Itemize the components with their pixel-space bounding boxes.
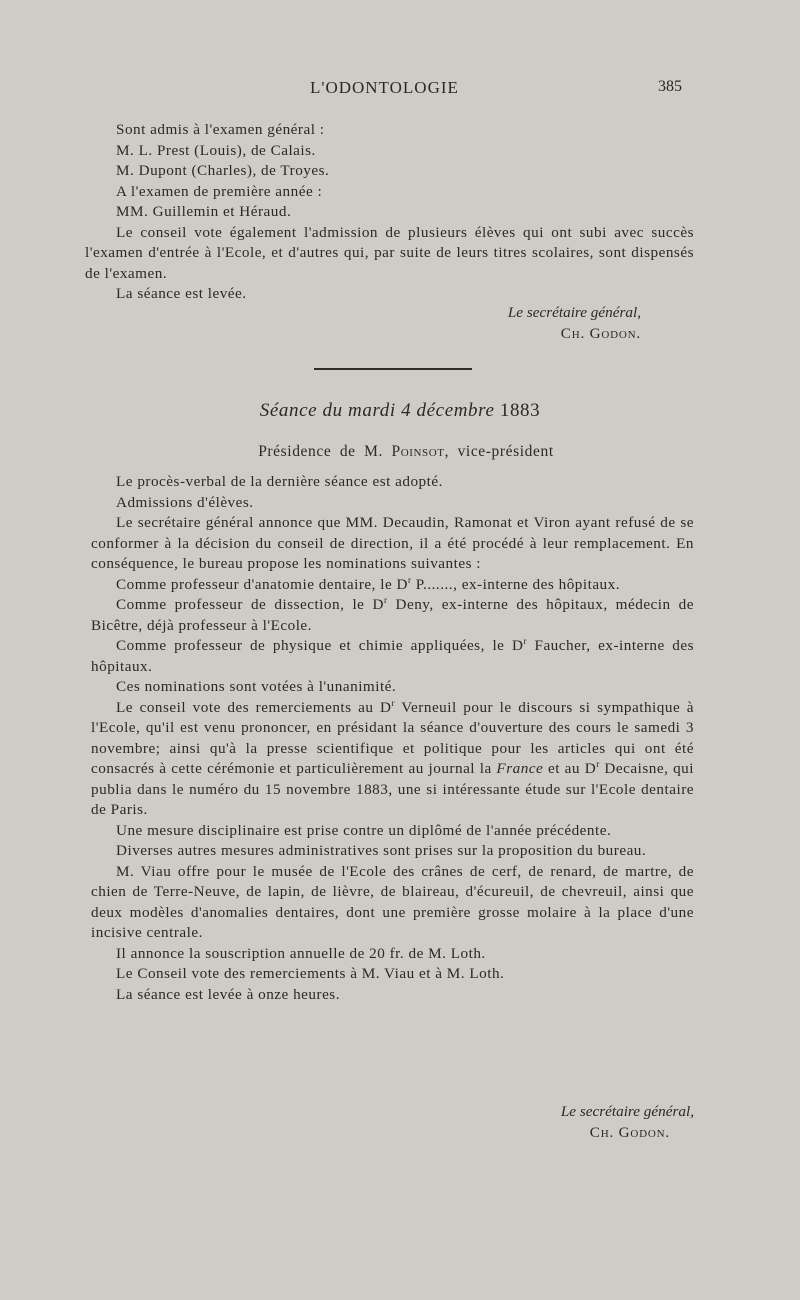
paragraph: Comme professeur d'anatomie dentaire, le $D^r$ P......., ex-interne des hôpitaux. [116,574,621,593]
signature-name: Ch. Godon. [560,325,641,342]
paragraph: Ces nominations sont votées à l'unanimité. [116,678,397,695]
signature-role: Le secrétaire général, [507,304,641,321]
second-minutes-block [91,472,695,1005]
paragraph: Diverses autres mesures administratives sont prises sur la proposition du bureau. [116,842,647,859]
paragraph: Comme professeur de dissection, le $D^r$ Deny, ex-interne des hôpitaux, médecin de Bicêtre, déjà professeur à l'Ecole. [91,594,695,634]
first-minutes-block [85,120,694,305]
paragraph: Comme professeur de physique et chimie appliquées, le $D^r$ Faucher, ex-interne des hôpitaux. [91,635,695,675]
text-line: M. L. Prest (Louis), de Calais. [116,141,316,159]
presidence-suffix: , vice-président [444,443,554,460]
page-header [0,78,800,102]
paragraph: M. Viau offre pour le musée de l'Ecole des crânes de cerf, de renard, de martre, de chien de Terre-Neuve, de lapin, de lièvre, de blaireau, d'écureuil, de chevreuil, ainsi que deux modèles d'anomalies dentaires, dont une première grosse molaire à la place d'une incisive centrale. [91,862,694,941]
paragraph: Admissions d'élèves. [116,493,254,511]
paragraph-seance-levee: La séance est levée. [116,285,247,302]
section-divider [314,368,472,370]
text-line: M. Dupont (Charles), de Troyes. [116,162,330,179]
paragraph: Il annonce la souscription annuelle de 20 fr. de M. Loth. [116,944,486,962]
session-title [0,400,800,422]
session-title-year: 1883 [499,400,541,421]
text-line: MM. Guillemin et Héraud. [116,203,292,220]
signature-role: Le secrétaire général, [560,1103,694,1120]
paragraph: Le procès-verbal de la dernière séance est adopté. [116,473,443,490]
text-line: Sont admis à l'examen général : [116,121,325,138]
presidence-line [0,443,800,461]
paragraph: Le Conseil vote des remerciements à M. Viau et à M. Loth. [116,965,505,982]
signature-second [108,1101,694,1143]
signature-first [108,302,641,344]
presidence-prefix: Présidence de M. [258,443,383,460]
signature-name: Ch. Godon. [589,1124,670,1141]
page-number: 385 [658,78,682,95]
presidence-name: Poinsot [391,443,445,460]
paragraph: La séance est levée à onze heures. [116,985,341,1003]
paragraph: Le secrétaire général annonce que MM. Decaudin, Ramonat et Viron ayant refusé de se conformer à la décision du conseil de direction, il a été procédé à leur remplacement. En conséquence, le bureau propose les nominations suivantes : [91,514,694,572]
paragraph-admission: Le conseil vote également l'admission de plusieurs élèves qui ont subi avec succès l'examen d'entrée à l'Ecole, et d'autres qui, par suite de leurs titres scolaires, sont dispensés de l'examen. [85,223,694,282]
paragraph: Le conseil vote des remerciements au $D^r$ Verneuil pour le discours si sympathique à l'Ecole, qu'il est venu prononcer, en présidant la séance d'ouverture des cours le samedi 3 novembre; ainsi qu'à la presse scientifique et politique pour les articles qui ont été consacrés à cette cérémonie et particulièrement au journal la France et au $D^r$ Decaisne, qui publia dans le numéro du 15 novembre 1883, une si intéressante étude sur l'Ecole dentaire de Paris. [91,697,694,818]
text-line: A l'examen de première année : [116,182,323,200]
running-title: L'ODONTOLOGIE [310,78,459,97]
paragraph: Une mesure disciplinaire est prise contre un diplômé de l'année précédente. [116,821,612,839]
session-title-text: Séance du mardi 4 décembre [259,400,495,421]
